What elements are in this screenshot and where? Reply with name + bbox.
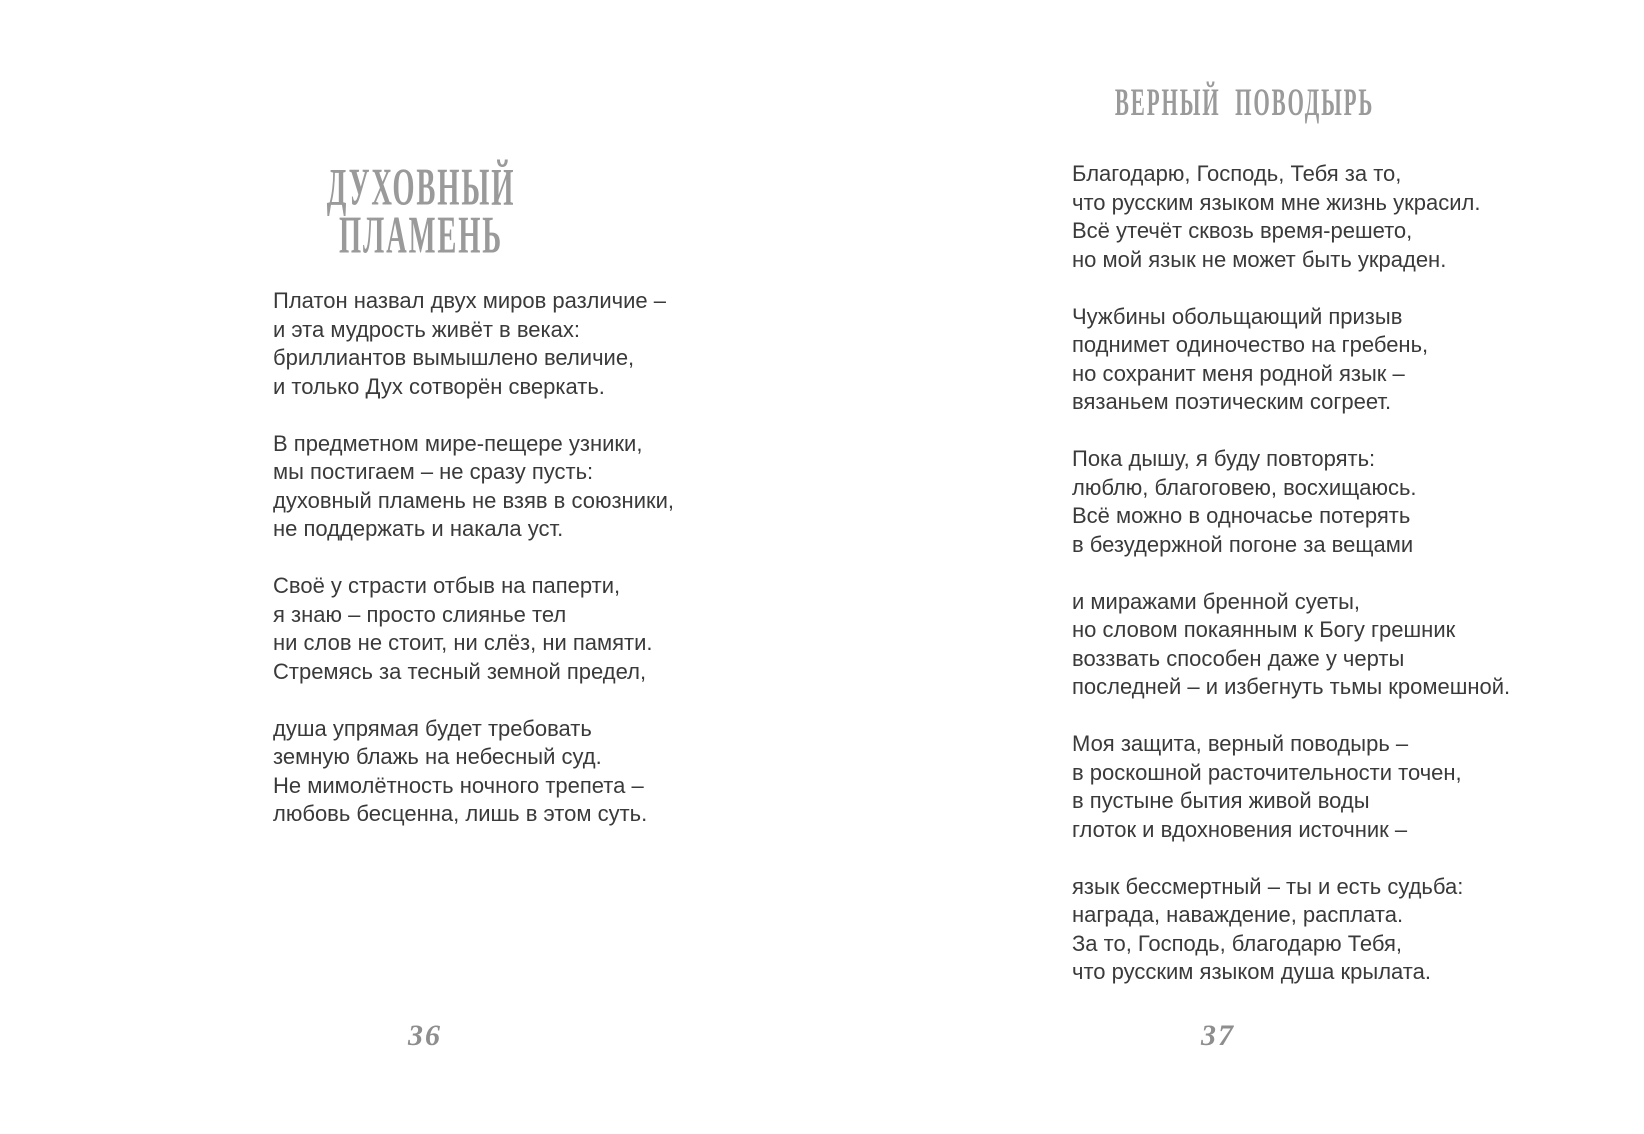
stanza xyxy=(1072,160,1510,274)
right-page-title: ВЕРНЫЙ ПОВОДЫРЬ xyxy=(1114,81,1375,125)
poem-line: земную блажь на небесный суд. xyxy=(273,744,602,769)
stanza xyxy=(1072,303,1510,417)
poem-line: Своё у страсти отбыв на паперти, xyxy=(273,573,621,598)
poem-line: в пустыне бытия живой воды xyxy=(1072,788,1370,813)
stanza xyxy=(273,715,674,829)
left-title-line-2: ПЛАМЕНЬ xyxy=(338,205,504,265)
poem-line: Не мимолётность ночного трепета – xyxy=(273,772,644,798)
poem-line: и только Дух сотворён сверкать. xyxy=(273,373,605,399)
poem-line: душа упрямая будет требовать xyxy=(273,715,592,741)
stanza xyxy=(273,287,674,401)
poem-line: в безудержной погоне за вещами xyxy=(1072,531,1414,557)
poem-line: что русским языком душа крылата. xyxy=(1072,959,1431,984)
poem-line: бриллиантов вымышлено величие, xyxy=(273,345,635,370)
poem-line: но словом покаянным к Богу грешник xyxy=(1072,617,1456,642)
poem-line: Стремясь за тесный земной предел, xyxy=(273,658,647,684)
stanza xyxy=(1072,730,1510,844)
poem-line: и эта мудрость живёт в веках: xyxy=(273,316,580,342)
poem-line: В предметном мире-пещере узники, xyxy=(273,430,643,456)
poem-line: и миражами бренной суеты, xyxy=(1072,588,1361,614)
poem-line: Пока дышу, я буду повторять: xyxy=(1072,446,1376,471)
stanza xyxy=(273,430,674,544)
poem-line: воззвать способен даже у черты xyxy=(1072,645,1405,671)
poem-line: Благодарю, Господь, Тебя за то, xyxy=(1072,161,1402,186)
left-poem-text xyxy=(273,287,674,857)
stanza xyxy=(1072,588,1510,702)
left-title-line-1: ДУХОВНЫЙ xyxy=(326,157,516,216)
poem-line: Моя защита, верный поводырь – xyxy=(1072,731,1409,756)
poem-line: награда, наваждение, расплата. xyxy=(1072,902,1404,927)
poem-line: но сохранит меня родной язык – xyxy=(1072,360,1405,386)
poem-line: Чужбины обольщающий призыв xyxy=(1072,303,1403,329)
stanza xyxy=(1072,445,1510,559)
poem-line: люблю, благоговею, восхищаюсь. xyxy=(1072,474,1417,500)
poem-line: в роскошной расточительности точен, xyxy=(1072,759,1462,785)
poem-line: Всё можно в одночасье потерять xyxy=(1072,503,1411,528)
poem-line: Всё утечёт сквозь время-решето, xyxy=(1072,218,1413,243)
right-page-number: 37 xyxy=(1201,1019,1235,1052)
poem-line: духовный пламень не взяв в союзники, xyxy=(273,487,675,513)
poem-line: Платон назвал двух миров различие – xyxy=(273,288,666,313)
poem-line: мы постигаем – не сразу пусть: xyxy=(273,459,594,484)
poem-line: язык бессмертный – ты и есть судьба: xyxy=(1072,873,1464,899)
left-page-title xyxy=(322,157,520,265)
poem-line: За то, Господь, благодарю Тебя, xyxy=(1072,930,1403,956)
poem-line: не поддержать и накала уст. xyxy=(273,516,564,541)
right-poem-text xyxy=(1072,160,1510,1015)
stanza xyxy=(1072,873,1510,987)
stanza xyxy=(273,572,674,686)
poem-line: поднимет одиночество на гребень, xyxy=(1072,332,1429,357)
poem-line: я знаю – просто слиянье тел xyxy=(273,601,567,627)
poem-line: ни слов не стоит, ни слёз, ни памяти. xyxy=(273,630,653,655)
poem-line: вязаньем поэтическим согреет. xyxy=(1072,389,1392,414)
poem-line: что русским языком мне жизнь украсил. xyxy=(1072,189,1481,215)
poem-line: но мой язык не может быть украден. xyxy=(1072,246,1447,272)
poem-line: последней – и избегнуть тьмы кромешной. xyxy=(1072,674,1511,699)
poem-line: глоток и вдохновения источник – xyxy=(1072,816,1408,842)
poem-line: любовь бесценна, лишь в этом суть. xyxy=(273,801,648,826)
left-page-number: 36 xyxy=(408,1019,442,1052)
